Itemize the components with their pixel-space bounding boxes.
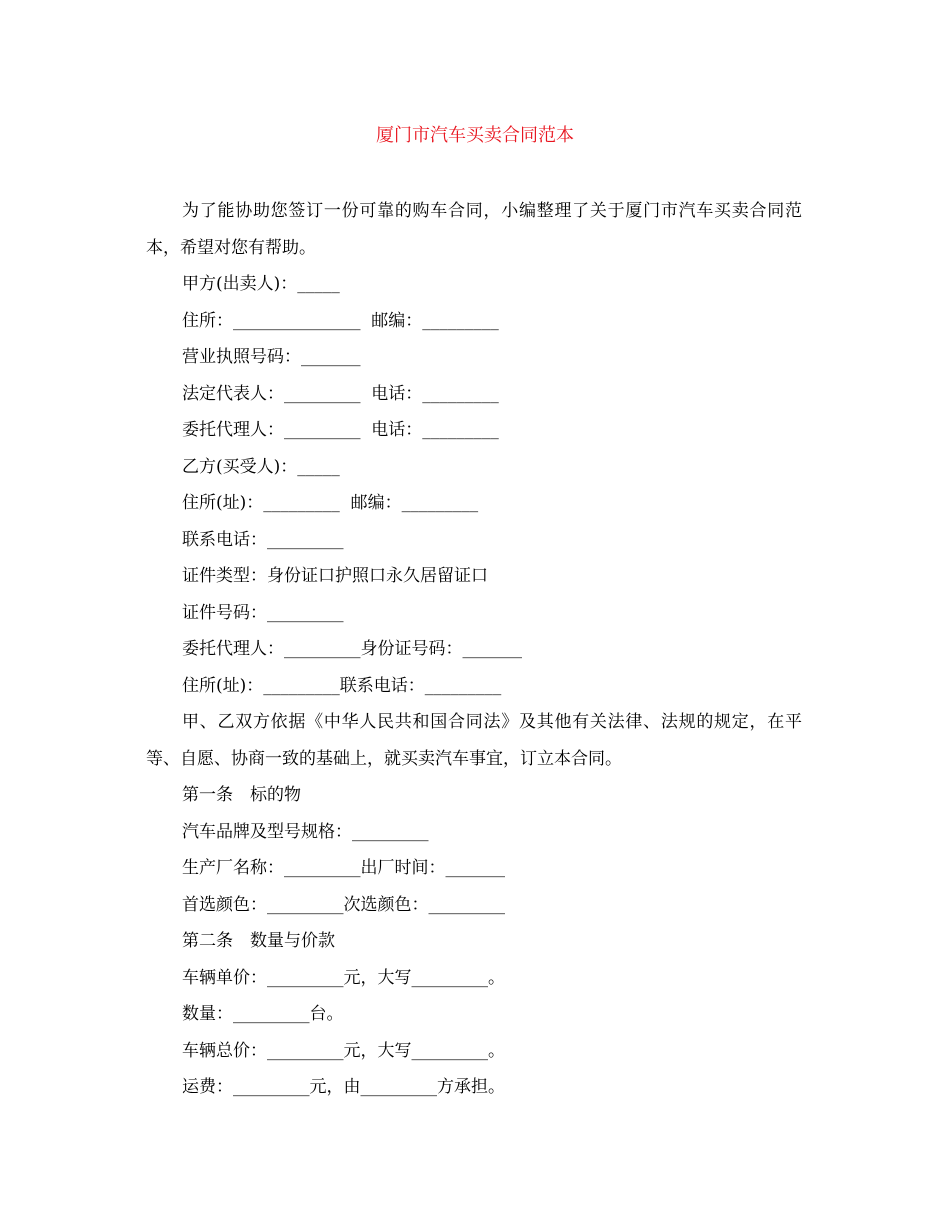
article-1-heading: 第一条 标的物 [182, 785, 301, 805]
buyer-name-line: 乙方(买受人)：_____ [182, 456, 340, 477]
freight-line: 运费：_________元，由_________方承担。 [182, 1077, 505, 1097]
seller-name-line: 甲方(出卖人)：_____ [182, 274, 340, 294]
buyer-agent-address-line: 住所(址)：_________联系电话：_________ [182, 675, 502, 696]
seller-agent-line: 委托代理人：_________ 电话：_________ [182, 420, 499, 440]
vehicle-model-line: 汽车品牌及型号规格：_________ [182, 821, 429, 842]
color-line: 首选颜色：_________次选颜色：_________ [182, 894, 505, 915]
intro-paragraph: 为了能协助您签订一份可靠的购车合同，小编整理了关于厦门市汽车买卖合同范本，希望对您有帮助。 [146, 201, 802, 258]
unit-price-line: 车辆单价：_________元，大写_________。 [182, 967, 505, 988]
article-2-heading: 第二条 数量与价款 [182, 931, 335, 951]
legal-representative-line: 法定代表人：_________ 电话：_________ [182, 383, 499, 404]
legal-basis-paragraph: 甲、乙双方依据《中华人民共和国合同法》及其他有关法律、法规的规定，在平等、自愿、协商一致的基础上，就买卖汽车事宜，订立本合同。 [146, 712, 802, 769]
id-number-line: 证件号码：_________ [182, 602, 344, 623]
buyer-phone-line: 联系电话：_________ [182, 529, 344, 550]
business-license-line: 营业执照号码：_______ [182, 347, 361, 367]
buyer-address-line: 住所(址)：_________ 邮编：_________ [182, 493, 479, 513]
manufacturer-line: 生产厂名称：_________出厂时间：_______ [182, 858, 505, 878]
id-type-line: 证件类型：身份证口护照口永久居留证口 [182, 566, 488, 586]
document-body [146, 193, 802, 1106]
total-price-line: 车辆总价：_________元，大写_________。 [182, 1040, 505, 1061]
seller-address-line: 住所：_______________ 邮编：_________ [182, 310, 499, 331]
quantity-line: 数量：_________台。 [182, 1004, 344, 1024]
document-title: 厦门市汽车买卖合同范本 [376, 125, 574, 146]
buyer-agent-line: 委托代理人：_________身份证号码：_______ [182, 639, 522, 659]
